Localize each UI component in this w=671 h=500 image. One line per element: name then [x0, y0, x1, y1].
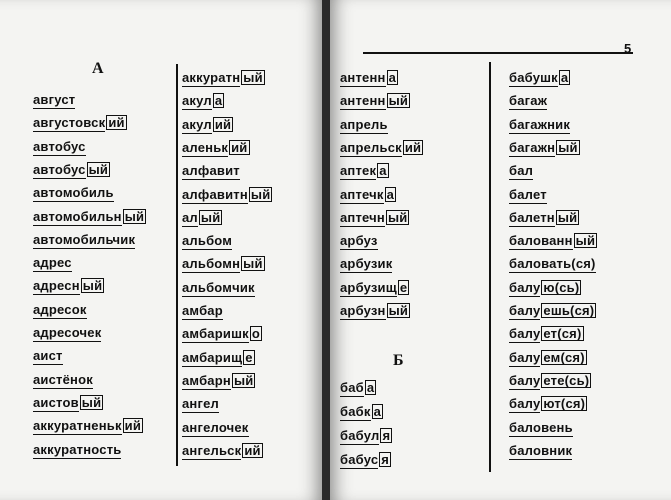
word-stem: арбуз: [340, 233, 378, 249]
dictionary-word: [340, 140, 423, 155]
dictionary-word: [182, 70, 265, 85]
word-stem: балу: [509, 372, 541, 388]
word-stem: автобус: [33, 161, 86, 177]
word-ending: а: [560, 70, 569, 85]
word-stem: бал: [509, 163, 534, 179]
word-stem: балу: [509, 349, 541, 365]
word-stem: альбом: [182, 233, 233, 249]
word-stem: антенн: [340, 70, 386, 85]
section-letter-a: А: [92, 60, 104, 77]
word-stem: акул: [182, 93, 212, 109]
dictionary-word: [509, 70, 570, 85]
dictionary-word: [509, 187, 547, 202]
dictionary-word: [509, 326, 584, 341]
dictionary-word: [182, 256, 265, 271]
dictionary-word: [182, 117, 233, 132]
dictionary-word: [182, 210, 222, 225]
word-ending: ете(сь): [543, 372, 590, 388]
word-stem: автомобильн: [33, 208, 122, 224]
dictionary-word: [182, 350, 255, 365]
word-ending: ий: [231, 139, 248, 155]
dictionary-word: [340, 70, 398, 85]
dictionary-word: [509, 140, 580, 155]
dictionary-word: [33, 139, 86, 154]
dictionary-word: [509, 420, 573, 435]
dictionary-word: [33, 185, 114, 200]
word-stem: арбузищ: [340, 279, 397, 295]
word-stem: балу: [509, 279, 541, 295]
dictionary-word: [340, 93, 410, 108]
word-stem: балет: [509, 186, 547, 202]
word-stem: баб: [340, 380, 364, 395]
word-ending: ю(сь): [543, 279, 580, 295]
word-ending: ый: [558, 139, 578, 155]
word-ending: ий: [214, 116, 232, 132]
dictionary-word: [509, 233, 597, 248]
word-stem: алфавит: [182, 163, 240, 179]
word-ending: а: [373, 404, 382, 419]
word-stem: амбаришк: [182, 326, 249, 342]
word-stem: аккуратненьк: [33, 418, 122, 434]
word-stem: адресок: [33, 301, 87, 317]
word-ending: ый: [388, 303, 409, 318]
word-stem: балу: [509, 326, 541, 342]
word-ending: ий: [244, 442, 261, 458]
word-stem: альбомн: [182, 256, 241, 272]
dictionary-word: [182, 163, 240, 178]
word-ending: ем(ся): [543, 349, 585, 365]
word-ending: ый: [82, 278, 103, 294]
word-ending: ий: [108, 115, 125, 131]
word-stem: апрель: [340, 116, 388, 132]
word-stem: адрес: [33, 255, 72, 271]
dictionary-word: [509, 93, 547, 108]
word-stem: амбар: [182, 303, 223, 318]
word-stem: багаж: [509, 93, 548, 109]
word-stem: аист: [33, 348, 63, 364]
book-spine: [322, 0, 330, 500]
dictionary-word: [340, 452, 391, 467]
dictionary-word: [33, 418, 143, 433]
dictionary-word: [182, 233, 232, 248]
word-stem: апрельск: [340, 139, 402, 155]
word-ending: а: [214, 93, 223, 109]
word-stem: балованн: [509, 233, 573, 249]
page-number: 5: [624, 41, 632, 56]
word-stem: баловать(ся): [509, 256, 596, 272]
dictionary-word: [340, 256, 392, 271]
dictionary-word: [182, 303, 223, 318]
word-ending: ый: [388, 93, 409, 109]
word-stem: адресочек: [33, 325, 102, 340]
dictionary-word: [340, 428, 392, 443]
word-stem: баловень: [509, 419, 573, 435]
dictionary-word: [33, 442, 121, 457]
dictionary-word: [33, 209, 146, 224]
dictionary-word: [340, 233, 378, 248]
word-ending: ый: [575, 233, 596, 249]
dictionary-word: [33, 325, 101, 340]
dictionary-word: [33, 255, 72, 270]
dictionary-word: [509, 443, 572, 458]
dictionary-word: [509, 163, 533, 178]
word-stem: аптечн: [340, 209, 385, 225]
word-ending: ый: [88, 161, 109, 177]
word-stem: бабушк: [509, 70, 558, 85]
word-ending: а: [388, 70, 397, 85]
word-stem: аккуратность: [33, 441, 122, 457]
word-stem: аккуратн: [182, 70, 241, 85]
dictionary-word: [340, 210, 409, 225]
word-stem: аптечк: [340, 186, 384, 202]
word-stem: багажн: [509, 139, 556, 155]
word-stem: альбомчик: [182, 279, 255, 295]
dictionary-word: [33, 232, 135, 247]
dictionary-word: [340, 187, 396, 202]
word-ending: ый: [233, 372, 254, 388]
dictionary-word: [340, 117, 388, 132]
word-ending: о: [251, 326, 260, 342]
dictionary-word: [182, 140, 250, 155]
dictionary-word: [340, 303, 410, 318]
word-stem: антенн: [340, 93, 386, 109]
dictionary-word: [509, 396, 587, 411]
word-stem: баловник: [509, 442, 573, 458]
word-ending: ый: [243, 256, 263, 272]
word-ending: ий: [124, 418, 142, 434]
dictionary-word: [182, 420, 249, 435]
word-stem: алфавитн: [182, 186, 248, 202]
word-stem: бабул: [340, 428, 380, 443]
word-ending: ый: [387, 209, 408, 225]
dictionary-word: [182, 443, 263, 458]
word-ending: ый: [200, 209, 221, 225]
dictionary-word: [340, 380, 376, 395]
word-stem: аптек: [340, 163, 377, 179]
right-page: [330, 0, 671, 500]
dictionary-word: [182, 187, 272, 202]
word-ending: ет(ся): [543, 326, 582, 342]
word-stem: августовск: [33, 115, 106, 131]
word-stem: балу: [509, 303, 541, 318]
word-stem: ангелочек: [182, 419, 249, 435]
word-stem: ангел: [182, 396, 219, 412]
word-stem: балетн: [509, 209, 555, 225]
dictionary-word: [182, 280, 255, 295]
dictionary-word: [182, 93, 224, 108]
word-ending: ый: [124, 208, 145, 224]
word-stem: адресн: [33, 278, 80, 294]
word-stem: автомобиль: [33, 185, 114, 201]
dictionary-word: [33, 278, 104, 293]
word-stem: аистов: [33, 394, 79, 410]
dictionary-word: [182, 373, 255, 388]
dictionary-word: [33, 92, 75, 107]
column-divider: [176, 64, 178, 466]
word-stem: балу: [509, 396, 541, 412]
dictionary-word: [340, 163, 389, 178]
word-ending: ешь(ся): [543, 303, 595, 318]
word-stem: арбузик: [340, 256, 393, 272]
word-stem: амбарищ: [182, 349, 243, 365]
dictionary-word: [33, 302, 87, 317]
word-ending: я: [382, 428, 391, 443]
word-ending: ый: [250, 186, 271, 202]
word-stem: автобус: [33, 138, 86, 154]
word-stem: ал: [182, 209, 198, 225]
dictionary-word: [509, 210, 579, 225]
word-ending: а: [379, 163, 387, 179]
dictionary-word: [509, 280, 581, 295]
word-ending: ют(ся): [543, 396, 586, 412]
word-stem: аистёнок: [33, 371, 93, 387]
word-stem: аленьк: [182, 139, 229, 155]
word-stem: амбарн: [182, 372, 231, 388]
column-divider: [489, 62, 491, 472]
word-stem: бабус: [340, 452, 379, 467]
word-stem: автомобильчик: [33, 231, 136, 247]
word-ending: а: [386, 186, 395, 202]
word-stem: август: [33, 92, 76, 107]
dictionary-word: [340, 404, 383, 419]
dictionary-word: [509, 373, 591, 388]
word-ending: ый: [243, 70, 263, 85]
word-ending: ый: [81, 394, 102, 410]
dictionary-word: [182, 396, 219, 411]
word-stem: багажник: [509, 116, 571, 132]
dictionary-word: [33, 162, 110, 177]
dictionary-word: [33, 372, 93, 387]
dictionary-word: [33, 348, 63, 363]
word-ending: е: [245, 349, 253, 365]
dictionary-word: [509, 350, 587, 365]
section-letter-b: Б: [393, 352, 404, 369]
word-stem: арбузн: [340, 303, 386, 318]
word-ending: ый: [557, 209, 578, 225]
dictionary-word: [340, 280, 409, 295]
dictionary-word: [509, 303, 596, 318]
dictionary-word: [509, 117, 570, 132]
dictionary-word: [33, 115, 127, 130]
dictionary-word: [509, 256, 596, 271]
word-ending: е: [399, 279, 408, 295]
word-stem: ангельск: [182, 442, 242, 458]
word-stem: акул: [182, 116, 212, 132]
header-rule: [363, 52, 633, 54]
word-stem: бабк: [340, 404, 371, 419]
word-ending: я: [381, 452, 390, 467]
dictionary-word: [33, 395, 103, 410]
word-ending: а: [366, 380, 375, 395]
left-page: [0, 0, 322, 500]
dictionary-word: [182, 326, 262, 341]
word-ending: ий: [404, 139, 422, 155]
